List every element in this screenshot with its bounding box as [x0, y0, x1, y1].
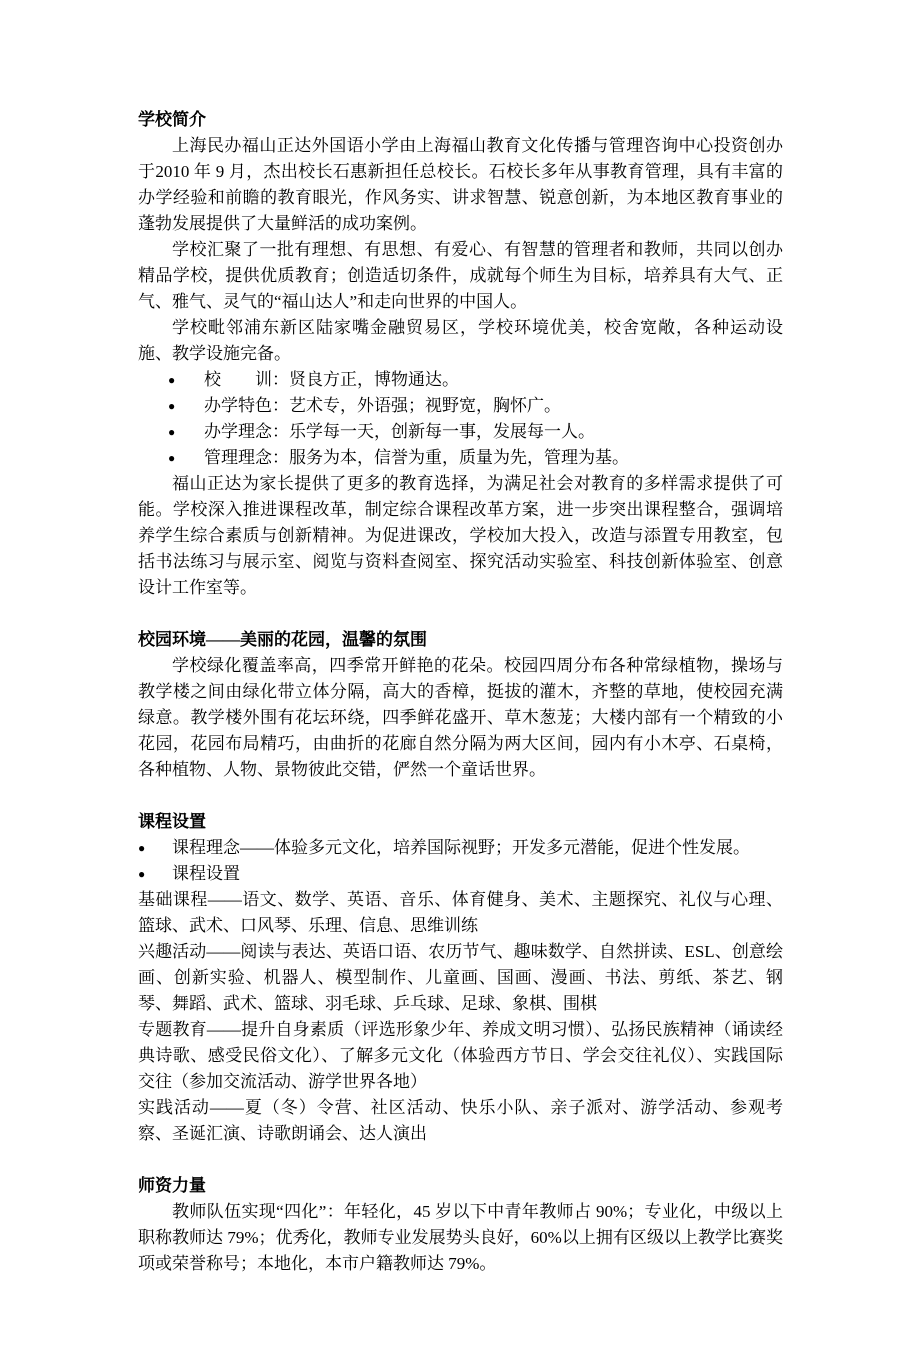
paragraph-intro-3: 学校毗邻浦东新区陆家嘴金融贸易区，学校环境优美，校舍宽敞，各种运动设施、教学设施完备。 — [138, 318, 783, 363]
heading-campus-environment: 校园环境——美丽的花园，温馨的氛围 — [138, 630, 427, 649]
heading-faculty: 师资力量 — [138, 1176, 206, 1195]
paragraph-special-education: 专题教育——提升自身素质（评选形象少年、养成文明习惯）、弘扬民族精神（诵读经典诗歌、感受民俗文化）、了解多元文化（体验西方节日、学会交往礼仪）、实践国际交往（参加交流活动、游学世界各地） — [138, 1020, 783, 1091]
paragraph-faculty-1: 教师队伍实现“四化”：年轻化，45 岁以下中青年教师占 90%；专业化，中级以上职称教师达 79%；优秀化，教师专业发展势头良好，60%以上拥有区级以上教学比赛奖项或荣誉称号；本地化，本市户籍教师达 79%。 — [138, 1202, 783, 1273]
section-campus-environment — [138, 627, 783, 783]
section-faculty — [138, 1173, 783, 1277]
bullet-icon: ● — [138, 841, 146, 855]
paragraph-intro-1: 上海民办福山正达外国语小学由上海福山教育文化传播与管理咨询中心投资创办于2010 年 9 月，杰出校长石惠新担任总校长。石校长多年从事教育管理，具有丰富的办学经验和前瞻的教育眼光，作风务实、讲求智慧、锐意创新，为本地区教育事业的蓬勃发展提供了大量鲜活的成功案例。 — [138, 136, 783, 233]
list-item-text: 课程设置 — [172, 864, 240, 883]
bullet-icon: ● — [168, 373, 176, 387]
paragraph-basic-courses: 基础课程——语文、数学、英语、音乐、体育健身、美术、主题探究、礼仪与心理、篮球、武术、口风琴、乐理、信息、思维训练 — [138, 890, 783, 935]
list-item-curriculum-setup — [138, 861, 783, 887]
school-motto-list — [138, 367, 783, 471]
paragraph-practice-activities: 实践活动——夏（冬）令营、社区活动、快乐小队、亲子派对、游学活动、参观考察、圣诞汇演、诗歌朗诵会、达人演出 — [138, 1098, 783, 1143]
section-curriculum — [138, 809, 783, 1147]
heading-curriculum: 课程设置 — [138, 812, 206, 831]
paragraph-intro-4: 福山正达为家长提供了更多的教育选择，为满足社会对教育的多样需求提供了可能。学校深入推进课程改革，制定综合课程改革方案，进一步突出课程整合，强调培养学生综合素质与创新精神。为促进课改，学校加大投入，改造与添置专用教室，包括书法练习与展示室、阅览与资料查阅室、探究活动实验室、科技创新体验室、创意设计工作室等。 — [138, 474, 783, 597]
list-item-text: 校 训：贤良方正，博物通达。 — [204, 370, 459, 389]
list-item-curriculum-concept — [138, 835, 783, 861]
paragraph-campus-1: 学校绿化覆盖率高，四季常开鲜艳的花朵。校园四周分布各种常绿植物，操场与教学楼之间由绿化带立体分隔，高大的香樟，挺拔的灌木，齐整的草地，使校园充满绿意。教学楼外围有花坛环绕，四季鲜花盛开、草木葱茏；大楼内部有一个精致的小花园，花园布局精巧，由曲折的花廊自然分隔为两大区间，园内有小木亭、石桌椅，各种植物、人物、景物彼此交错，俨然一个童话世界。 — [138, 656, 783, 779]
bullet-icon: ● — [168, 399, 176, 413]
list-item-text: 课程理念——体验多元文化，培养国际视野；开发多元潜能，促进个性发展。 — [172, 838, 750, 857]
list-item-text: 办学特色：艺术专，外语强；视野宽，胸怀广。 — [204, 396, 561, 415]
list-item-management — [138, 445, 783, 471]
list-item-motto — [138, 367, 783, 393]
curriculum-list — [138, 835, 783, 887]
paragraph-interest-activities: 兴趣活动——阅读与表达、英语口语、农历节气、趣味数学、自然拼读、ESL、创意绘画、创新实验、机器人、模型制作、儿童画、国画、漫画、书法、剪纸、茶艺、钢琴、舞蹈、武术、篮球、羽毛球、乒乓球、足球、象棋、围棋 — [138, 942, 783, 1013]
paragraph-intro-2: 学校汇聚了一批有理想、有思想、有爱心、有智慧的管理者和教师，共同以创办精品学校，提供优质教育；创造适切条件，成就每个师生为目标，培养具有大气、正气、雅气、灵气的“福山达人”和走向世界的中国人。 — [138, 240, 783, 311]
section-school-intro — [138, 107, 783, 601]
heading-school-intro: 学校简介 — [138, 110, 206, 129]
list-item-text: 管理理念：服务为本，信誉为重，质量为先，管理为基。 — [204, 448, 629, 467]
bullet-icon: ● — [138, 867, 146, 881]
bullet-icon: ● — [168, 451, 176, 465]
list-item-text: 办学理念：乐学每一天，创新每一事，发展每一人。 — [204, 422, 595, 441]
list-item-philosophy — [138, 419, 783, 445]
list-item-feature — [138, 393, 783, 419]
bullet-icon: ● — [168, 425, 176, 439]
